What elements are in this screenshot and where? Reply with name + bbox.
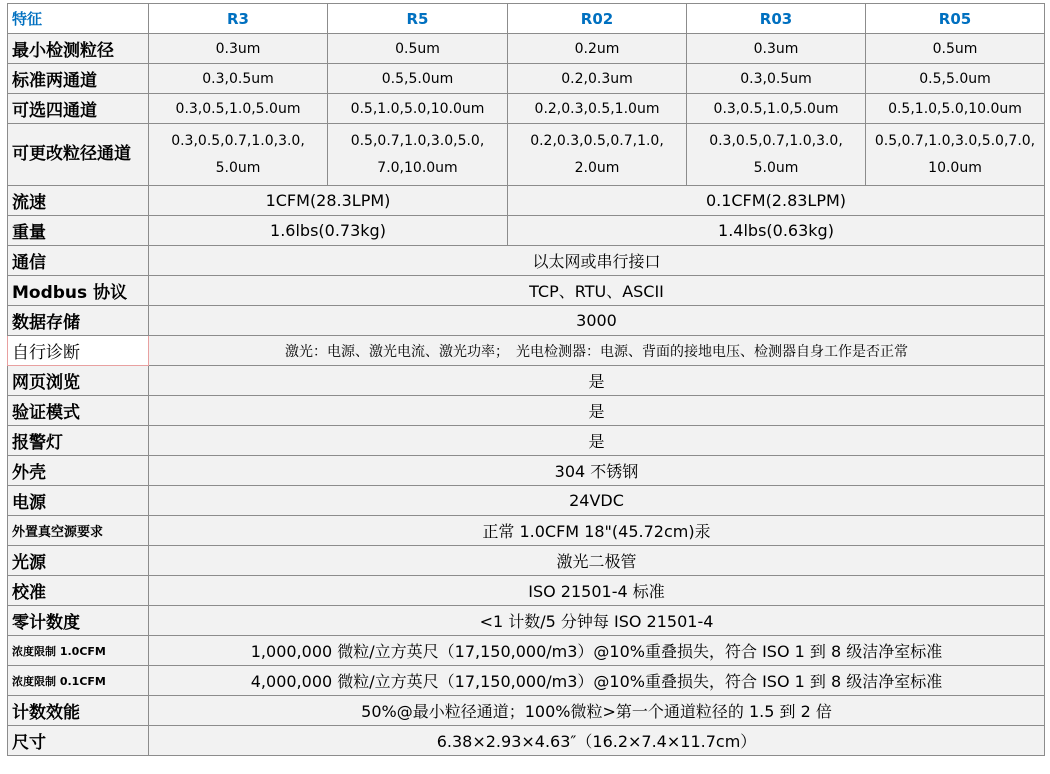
header-row	[8, 4, 1045, 34]
row-label: Modbus 协议	[8, 276, 149, 306]
cell: 0.5um	[866, 34, 1045, 64]
cell: 24VDC	[149, 486, 1045, 516]
cell: 6.38×2.93×4.63″（16.2×7.4×11.7cm）	[149, 726, 1045, 756]
row-label: 数据存储	[8, 306, 149, 336]
cell: 0.1CFM(2.83LPM)	[508, 186, 1045, 216]
cell: 0.5,5.0um	[866, 64, 1045, 94]
row-calib	[8, 576, 1045, 606]
cell: 4,000,000 微粒/立方英尺（17,150,000/m3）@10%重叠损失，符合 ISO 1 到 8 级洁净室标准	[149, 666, 1045, 696]
cell: 50%@最小粒径通道；100%微粒>第一个通道粒径的 1.5 到 2 倍	[149, 696, 1045, 726]
header-model-r03: R03	[687, 4, 866, 34]
cell: <1 计数/5 分钟每 ISO 21501-4	[149, 606, 1045, 636]
cell: 1.6lbs(0.73kg)	[149, 216, 508, 246]
cell: 0.3um	[687, 34, 866, 64]
cell: 0.2,0.3,0.5,0.7,1.0, 2.0um	[508, 124, 687, 186]
row-label: 浓度限制 0.1CFM	[8, 666, 149, 696]
cell: 0.2,0.3,0.5,1.0um	[508, 94, 687, 124]
row-modbus	[8, 276, 1045, 306]
cell: 是	[149, 366, 1045, 396]
row-label: 最小检测粒径	[8, 34, 149, 64]
row-web	[8, 366, 1045, 396]
spec-table	[7, 3, 1045, 756]
row-weight	[8, 216, 1045, 246]
row-light	[8, 546, 1045, 576]
cell: ISO 21501-4 标准	[149, 576, 1045, 606]
row-label: 流速	[8, 186, 149, 216]
row-vacuum	[8, 516, 1045, 546]
cell: 304 不锈钢	[149, 456, 1045, 486]
header-model-r5: R5	[328, 4, 508, 34]
row-label: 校准	[8, 576, 149, 606]
row-label: 自行诊断	[8, 336, 149, 366]
cell: 0.2,0.3um	[508, 64, 687, 94]
cell: 0.5,0.7,1.0,3.0,5.0,7.0, 10.0um	[866, 124, 1045, 186]
cell: 以太网或串行接口	[149, 246, 1045, 276]
cell: 0.3,0.5,1.0,5.0um	[687, 94, 866, 124]
cell: 0.3,0.5,0.7,1.0,3.0, 5.0um	[149, 124, 328, 186]
row-housing	[8, 456, 1045, 486]
row-label: 重量	[8, 216, 149, 246]
row-std-two	[8, 64, 1045, 94]
header-feature: 特征	[8, 4, 149, 34]
row-label: 零计数度	[8, 606, 149, 636]
row-label: 尺寸	[8, 726, 149, 756]
row-diag	[8, 336, 1045, 366]
cell: 是	[149, 426, 1045, 456]
row-efficiency	[8, 696, 1045, 726]
cell: 0.5,0.7,1.0,3.0,5.0, 7.0,10.0um	[328, 124, 508, 186]
row-zero	[8, 606, 1045, 636]
row-power	[8, 486, 1045, 516]
row-conc1	[8, 636, 1045, 666]
row-label: 标准两通道	[8, 64, 149, 94]
cell: 1CFM(28.3LPM)	[149, 186, 508, 216]
header-model-r05: R05	[866, 4, 1045, 34]
cell: 0.3,0.5,1.0,5.0um	[149, 94, 328, 124]
row-label: 可更改粒径通道	[8, 124, 149, 186]
row-min-size	[8, 34, 1045, 64]
row-label: 浓度限制 1.0CFM	[8, 636, 149, 666]
cell: 0.2um	[508, 34, 687, 64]
row-alarm	[8, 426, 1045, 456]
cell: 激光：电源、激光电流、激光功率； 光电检测器：电源、背面的接地电压、检测器自身工作是否正常	[149, 336, 1045, 366]
row-flow	[8, 186, 1045, 216]
cell: 0.3,0.5um	[149, 64, 328, 94]
row-verify	[8, 396, 1045, 426]
cell: 是	[149, 396, 1045, 426]
cell: 1,000,000 微粒/立方英尺（17,150,000/m3）@10%重叠损失，符合 ISO 1 到 8 级洁净室标准	[149, 636, 1045, 666]
cell: 0.3,0.5,0.7,1.0,3.0, 5.0um	[687, 124, 866, 186]
cell: 1.4lbs(0.63kg)	[508, 216, 1045, 246]
cell: 激光二极管	[149, 546, 1045, 576]
header-model-r3: R3	[149, 4, 328, 34]
cell: 0.5um	[328, 34, 508, 64]
row-label: 验证模式	[8, 396, 149, 426]
row-label: 可选四通道	[8, 94, 149, 124]
cell: 正常 1.0CFM 18"(45.72cm)汞	[149, 516, 1045, 546]
row-label: 外置真空源要求	[8, 516, 149, 546]
cell: TCP、RTU、ASCII	[149, 276, 1045, 306]
row-opt-four	[8, 94, 1045, 124]
row-label: 报警灯	[8, 426, 149, 456]
row-label: 光源	[8, 546, 149, 576]
row-storage	[8, 306, 1045, 336]
header-model-r02: R02	[508, 4, 687, 34]
row-changeable	[8, 124, 1045, 186]
row-comm	[8, 246, 1045, 276]
cell: 0.3,0.5um	[687, 64, 866, 94]
cell: 0.5,5.0um	[328, 64, 508, 94]
cell: 0.5,1.0,5.0,10.0um	[866, 94, 1045, 124]
row-label: 计数效能	[8, 696, 149, 726]
row-conc01	[8, 666, 1045, 696]
row-label: 网页浏览	[8, 366, 149, 396]
row-label: 通信	[8, 246, 149, 276]
cell: 3000	[149, 306, 1045, 336]
row-size	[8, 726, 1045, 756]
cell: 0.5,1.0,5.0,10.0um	[328, 94, 508, 124]
cell: 0.3um	[149, 34, 328, 64]
row-label: 外壳	[8, 456, 149, 486]
row-label: 电源	[8, 486, 149, 516]
